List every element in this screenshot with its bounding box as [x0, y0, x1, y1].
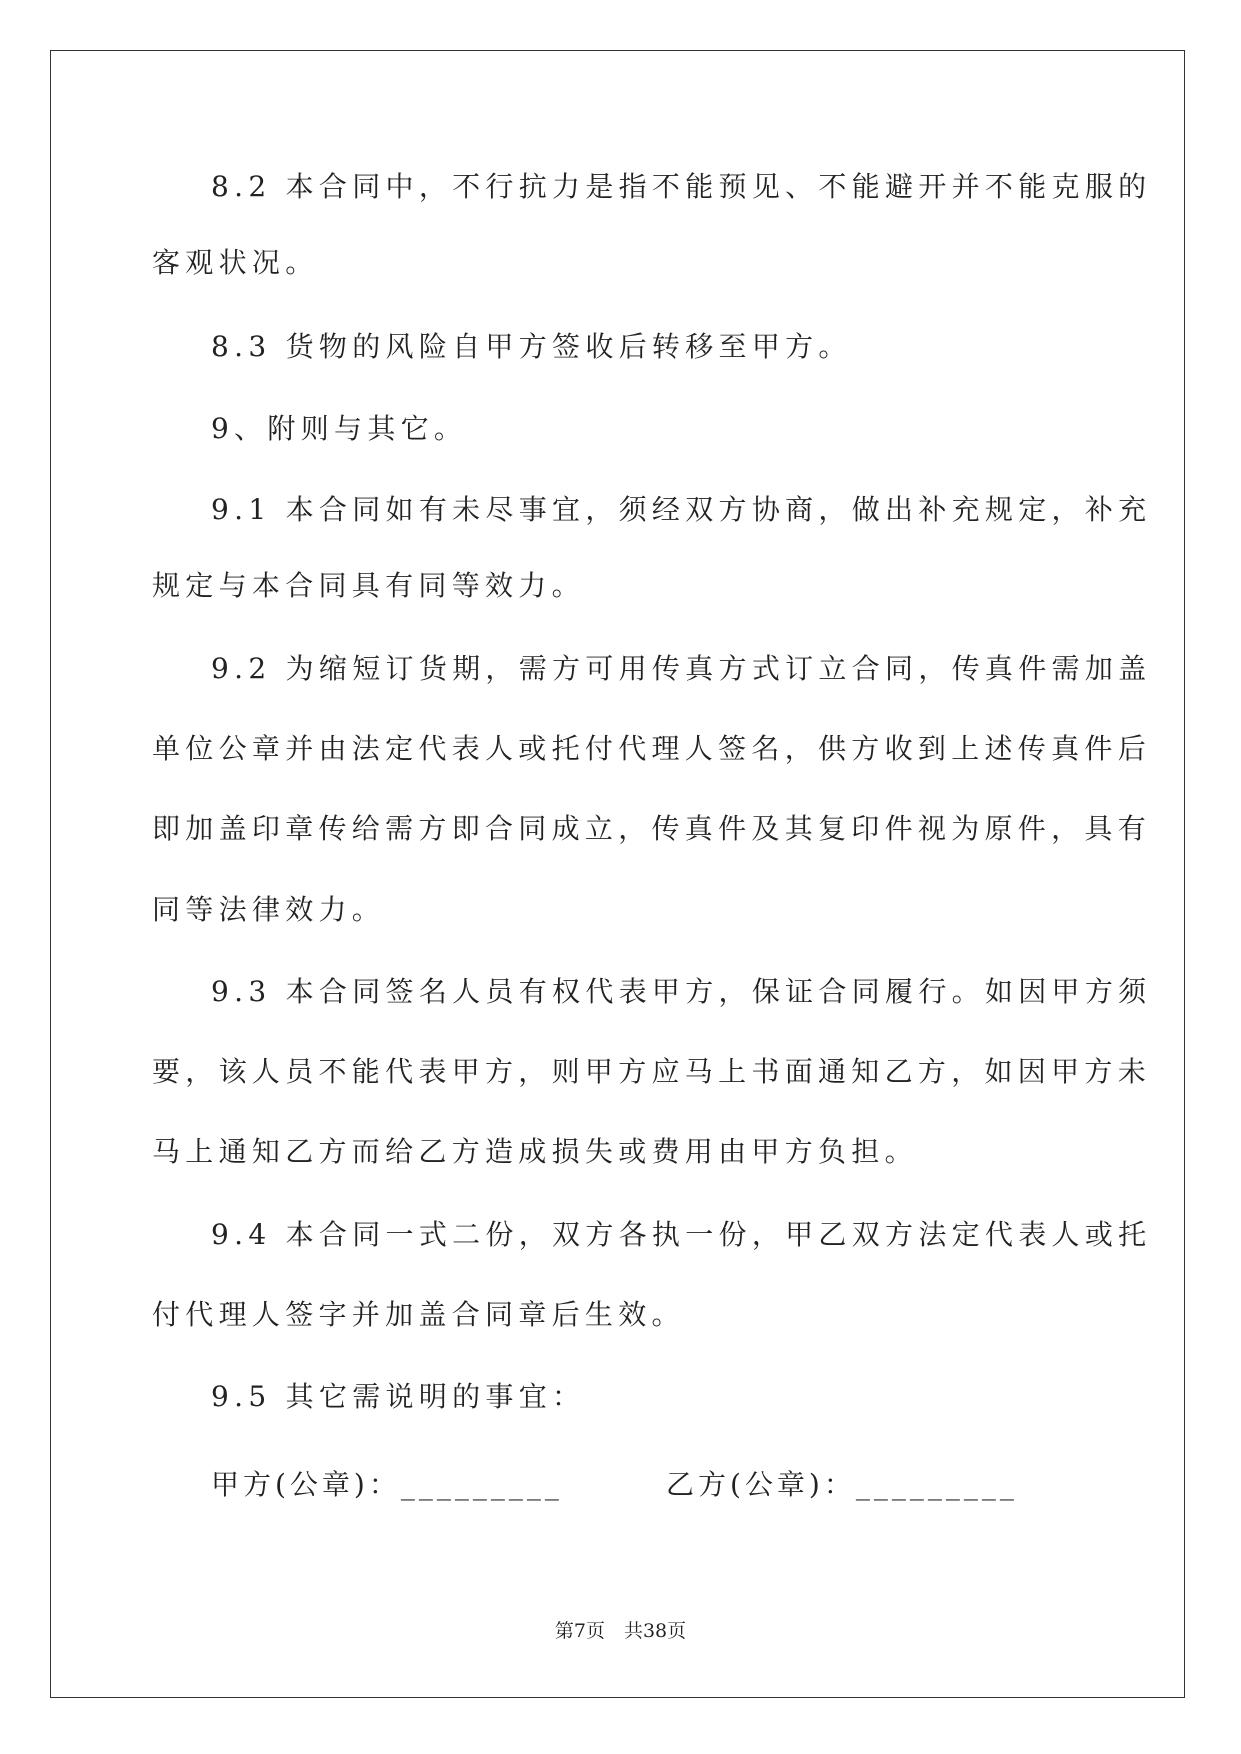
party-a-seal-field: 甲方(公章)：_________ — [211, 1468, 563, 1501]
clause-9-3-line-3: 马上通知乙方而给乙方造成损失或费用由甲方负担。 — [152, 1135, 918, 1168]
clause-9-1-line-1: 9.1 本合同如有未尽事宜，须经双方协商，做出补充规定，补充 — [211, 493, 1152, 526]
clause-9-4-line-1: 9.4 本合同一式二份，双方各执一份，甲乙双方法定代表人或托 — [211, 1218, 1152, 1251]
page-number: 第7页 共38页 — [554, 1620, 687, 1642]
clause-9-2-line-1: 9.2 为缩短订货期，需方可用传真方式订立合同，传真件需加盖 — [211, 652, 1152, 685]
clause-9-1-line-2: 规定与本合同具有同等效力。 — [152, 569, 585, 602]
clause-9-2-line-4: 同等法律效力。 — [152, 893, 386, 926]
clause-8-2-line-2: 客观状况。 — [152, 246, 319, 279]
party-b-seal-field: 乙方(公章)：_________ — [666, 1468, 1018, 1501]
clause-9-2-line-3: 即加盖印章传给需方即合同成立，传真件及其复印件视为原件，具有 — [152, 812, 1152, 845]
clause-9-4-line-2: 付代理人签字并加盖合同章后生效。 — [152, 1298, 685, 1331]
clause-9-5: 9.5 其它需说明的事宜： — [211, 1380, 586, 1413]
clause-8-2-line-1: 8.2 本合同中，不行抗力是指不能预见、不能避开并不能克服的 — [211, 170, 1152, 203]
clause-9-3-line-2: 要，该人员不能代表甲方，则甲方应马上书面通知乙方，如因甲方未 — [152, 1055, 1152, 1088]
clause-8-3: 8.3 货物的风险自甲方签收后转移至甲方。 — [211, 330, 852, 363]
clause-9-2-line-2: 单位公章并由法定代表人或托付代理人签名，供方收到上述传真件后 — [152, 732, 1152, 765]
section-9-heading: 9、附则与其它。 — [211, 412, 468, 445]
page-border — [50, 50, 1185, 1698]
clause-9-3-line-1: 9.3 本合同签名人员有权代表甲方，保证合同履行。如因甲方须 — [211, 975, 1152, 1008]
